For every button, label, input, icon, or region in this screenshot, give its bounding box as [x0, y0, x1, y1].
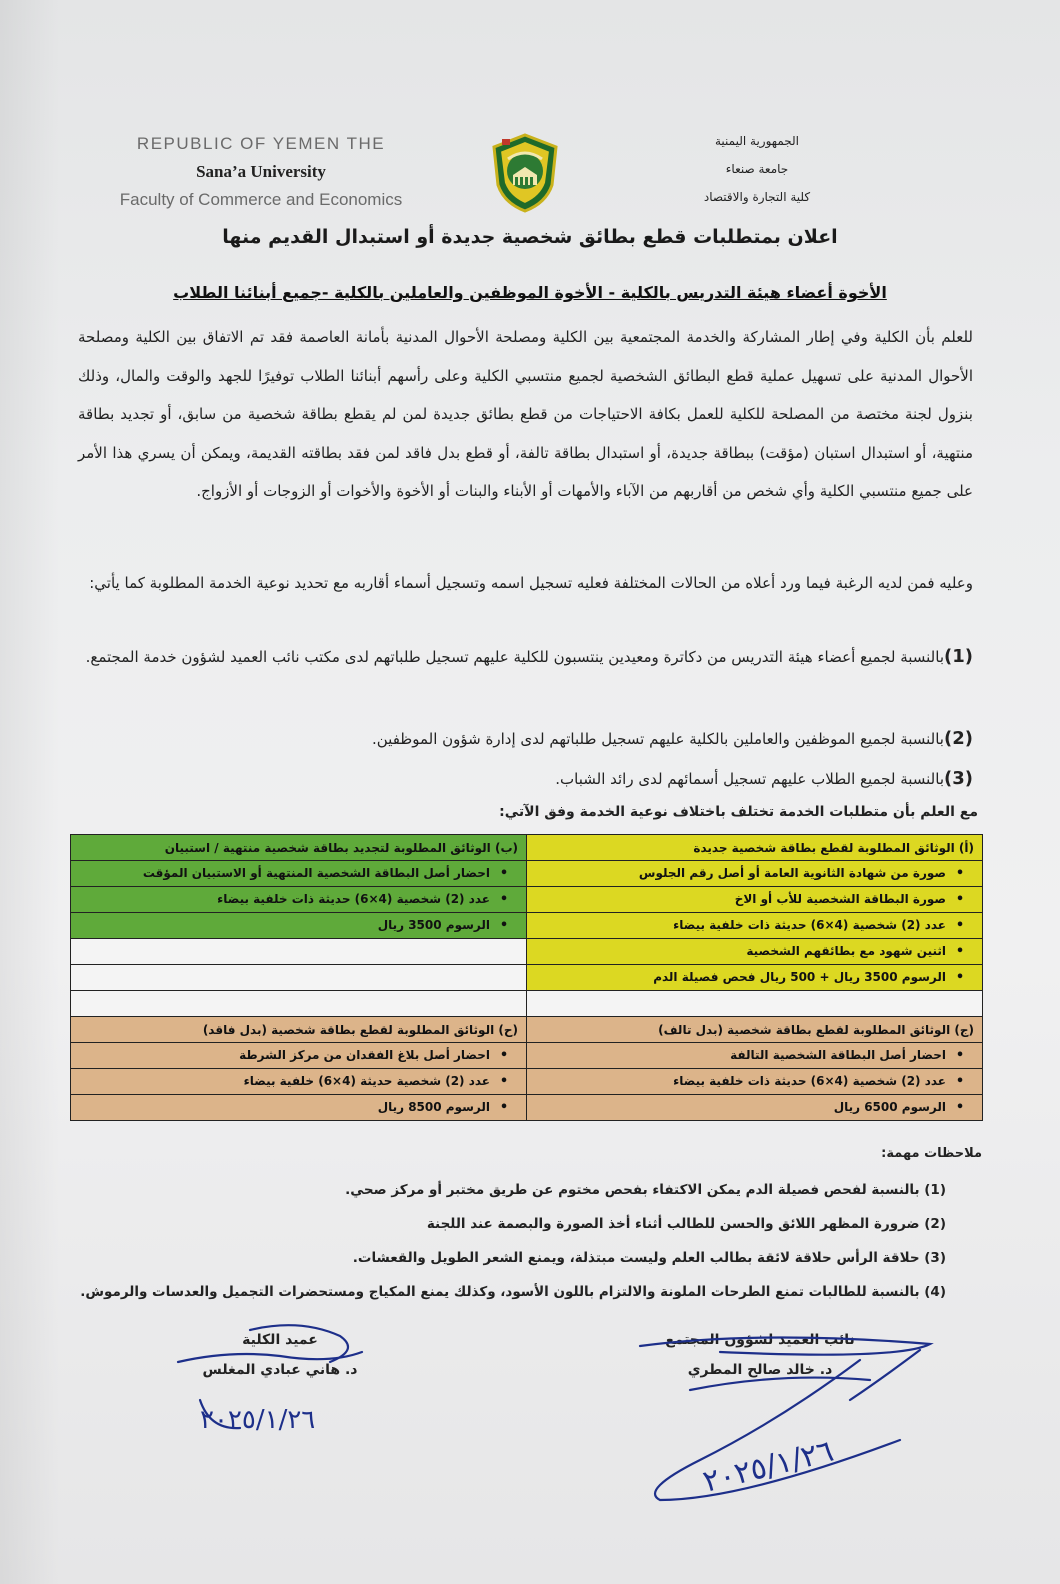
table-row	[71, 913, 983, 939]
header-arabic	[642, 134, 872, 218]
header-ar-faculty: كلية التجارة والاقتصاد	[703, 190, 811, 204]
header-english	[96, 134, 426, 210]
table-cell: • احضار أصل البطاقة الشخصية المنتهية أو الاستبيان المؤقت	[71, 861, 527, 887]
vice-dean-title: نائب العميد لشؤون المجتمع	[665, 1332, 855, 1348]
table-cell-empty	[71, 939, 527, 965]
table-cell: • عدد (2) شخصية حديثة (4×6) خلفية بيضاء	[71, 1069, 527, 1095]
registration-item-1: (1)بالنسبة لجميع أعضاء هيئة التدريس من دكاترة ومعيدين ينتسبون للكلية عليهم تسجيل طلباتهم لدى مكتب نائب العميد لشؤون خدمة المجتمع.	[85, 646, 973, 667]
table-row	[71, 965, 983, 991]
table-row	[71, 1017, 983, 1043]
dean-signature-block	[150, 1332, 410, 1378]
table-row	[71, 861, 983, 887]
remark-item-2: (2) ضرورة المظهر اللائق والحسن للطالب أثناء أخذ الصورة والبصمة عند اللجنة	[426, 1216, 946, 1232]
dean-handwritten-date: ٢٠٢٥/١/٢٦	[200, 1405, 316, 1435]
instructions-paragraph: وعليه فمن لديه الرغبة فيما ورد أعلاه من الحالات المختلفة فعليه تسجيل اسمه وتسجيل أسماء أقاربه مع تحديد نوعية الخدمة المطلوبة كما يأتي:	[89, 574, 973, 592]
table-cell: • صورة البطاقة الشخصية للأب أو الاخ	[527, 887, 983, 913]
header-en-faculty: Faculty of Commerce and Economics	[119, 190, 403, 209]
table-cell: • عدد (2) شخصية (4×6) حديثة ذات خلفية بيضاء	[527, 913, 983, 939]
table-row	[71, 1043, 983, 1069]
table-row	[71, 835, 983, 861]
vice-dean-signature-block	[610, 1332, 910, 1378]
table-row	[71, 887, 983, 913]
table-cell: • عدد (2) شخصية (4×6) حديثة ذات خلفية بيضاء	[527, 1069, 983, 1095]
new-card-header: (أ) الوثائق المطلوبة لقطع بطاقة شخصية جديدة	[527, 835, 983, 861]
header-ar-university: جامعة صنعاء	[725, 162, 789, 176]
renew-card-header: (ب) الوثائق المطلوبة لتجديد بطاقة شخصية منتهية / استبيان	[71, 835, 527, 861]
table-cell: • الرسوم 3500 ريال + 500 ريال فحص فصيلة الدم	[527, 965, 983, 991]
requirements-table	[70, 834, 983, 1121]
registration-item-2: (2)بالنسبة لجميع الموظفين والعاملين بالكلية عليهم تسجيل طلباتهم لدى إدارة شؤون الموظفين.	[372, 728, 973, 749]
vice-dean-signature-stroke	[690, 1378, 870, 1390]
dean-name: د. هاني عبادي المغلس	[202, 1362, 358, 1378]
university-logo-icon	[486, 133, 564, 213]
remarks-heading: ملاحظات مهمة:	[881, 1146, 982, 1161]
header-en-country: REPUBLIC OF YEMEN THE	[136, 134, 386, 153]
table-cell-empty	[527, 991, 983, 1017]
vice-dean-signature-stroke	[655, 1360, 900, 1500]
announcement-audience: الأخوة أعضاء هيئة التدريس بالكلية - الأخوة الموظفين والعاملين بالكلية -جميع أبنائنا الطلاب	[173, 283, 887, 302]
registration-item-3: (3)بالنسبة لجميع الطلاب عليهم تسجيل أسمائهم لدى رائد الشباب.	[555, 768, 973, 789]
table-row	[71, 939, 983, 965]
vice-dean-name: د. خالد صالح المطري	[687, 1362, 833, 1378]
vice-dean-handwritten-date: ٢٠٢٥/١/٢٦	[699, 1433, 838, 1500]
dean-title: عميد الكلية	[242, 1332, 318, 1348]
table-row	[71, 1095, 983, 1121]
remark-item-4: (4) بالنسبة للطالبات تمنع الطرحات الملونة والالتزام باللون الأسود، وكذلك يمنع المكياج ومستحضرات التجميل والعدسات والرموش.	[80, 1284, 946, 1300]
table-cell: • احضار أصل البطاقة الشخصية التالفة	[527, 1043, 983, 1069]
requirements-note: مع العلم بأن متطلبات الخدمة تختلف باختلاف نوعية الخدمة وفق الآتي:	[499, 804, 978, 820]
intro-paragraph: للعلم بأن الكلية وفي إطار المشاركة والخدمة المجتمعية بين الكلية ومصلحة الأحوال المدنية بأمانة العاصمة فقد تم الاتفاق بين الكلية ومصلحة الأحوال المدنية على تسهيل عملية قطع البطائق الشخصية لجميع منتسبي الكلية وعلى رأسهم أبنائنا الطلاب توفيرًا للجهد والوقت والمال، وذلك بنزول لجنة مختصة من المصلحة للكلية للعمل بكافة الاحتياجات من قطع بطائق جديدة لمن لم يقطع بطاقة شخصية من سابق، أو تجديد بطاقة منتهية، أو استبدال استبان (مؤقت) ببطاقة جديدة، أو استبدال بطاقة تالفة، أو قطع بدل فاقد لمن فقد بطاقته القديمة، ويمكن أن يسري هذا الأمر على جميع منتسبي الكلية وأي شخص من أقاربهم من الآباء والأمهات أو الأبناء والبنات أو الأخوة والأخوات أو الزوجات أو الأزواج.	[78, 328, 973, 500]
header-ar-country: الجمهورية اليمنية	[714, 134, 799, 148]
damaged-card-header: (ج) الوثائق المطلوبة لقطع بطاقة شخصية (بدل تالف)	[527, 1017, 983, 1043]
table-cell: • الرسوم 6500 ريال	[527, 1095, 983, 1121]
table-cell: • الرسوم 3500 ريال	[71, 913, 527, 939]
table-row	[71, 991, 983, 1017]
lost-card-header: (ح) الوثائق المطلوبة لقطع بطاقة شخصية (بدل فاقد)	[71, 1017, 527, 1043]
dean-date-stroke	[200, 1400, 240, 1428]
table-row	[71, 1069, 983, 1095]
table-cell-empty	[71, 965, 527, 991]
table-cell: • احضار أصل بلاغ الفقدان من مركز الشرطة	[71, 1043, 527, 1069]
table-cell: • الرسوم 8500 ريال	[71, 1095, 527, 1121]
remark-item-3: (3) حلاقة الرأس حلاقة لائقة بطالب العلم وليست مبتذلة، ويمنع الشعر الطويل والقعشات.	[352, 1250, 946, 1266]
table-cell: • صورة من شهادة الثانوية العامة أو أصل رقم الجلوس	[527, 861, 983, 887]
announcement-title: اعلان بمتطلبات قطع بطائق شخصية جديدة أو استبدال القديم منها	[222, 226, 838, 248]
table-cell-empty	[71, 991, 527, 1017]
table-cell: • عدد (2) شخصية (4×6) حديثة ذات خلفية بيضاء	[71, 887, 527, 913]
remark-item-1: (1) بالنسبة لفحص فصيلة الدم يمكن الاكتفاء بفحص مختوم عن طريق مختبر أو مركز صحي.	[345, 1182, 946, 1198]
table-cell: • اثنين شهود مع بطائقهم الشخصية	[527, 939, 983, 965]
header-en-university: Sana’a University	[196, 162, 326, 181]
